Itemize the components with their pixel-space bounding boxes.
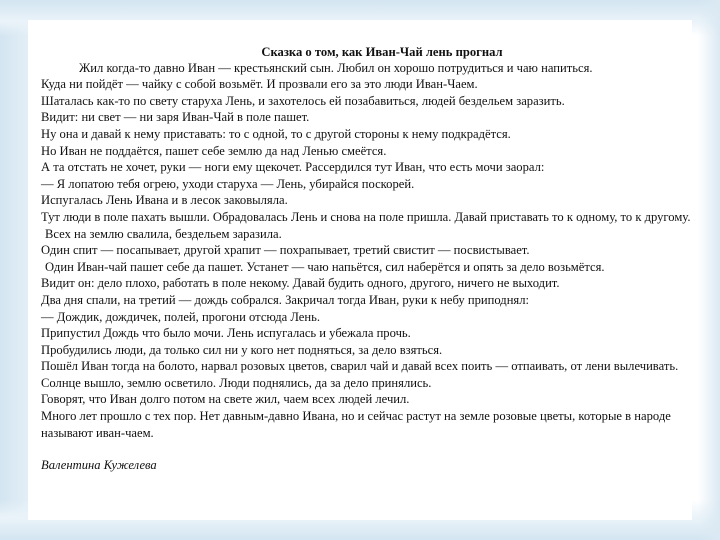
paragraph-14: Видит он: дело плохо, работать в поле некому. Давай будить одного, другого, ничего не выходит. <box>41 276 560 291</box>
paragraph-21: Говорят, что Иван долго потом на свете жил, чаем всех людей лечил. <box>41 392 410 407</box>
paragraph-13: Один Иван-чай пашет себе да пашет. Устанет — чаю напьётся, сил наберётся и опять за дело возьмётся. <box>45 259 605 274</box>
paragraph-11: Всех на землю свалила, бездельем заразила. <box>45 226 282 241</box>
paragraph-12: Один спит — посапывает, другой храпит — похрапывает, третий свистит — посвистывает. <box>41 243 530 258</box>
paragraph-22: Много лет прошло с тех пор. Нет давным-давно Ивана, но и сейчас растут на земле розовые цветы, которые в народе называют иван-чаем. <box>41 409 671 440</box>
paragraph-9: Испугалась Лень Ивана и в лесок заковыляла. <box>41 193 288 208</box>
paragraph-1: Жил когда-то давно Иван — крестьянский сын. Любил он хорошо потрудиться и чаю напиться. <box>79 60 593 75</box>
document-title: Сказка о том, как Иван-Чай лень прогнал <box>261 45 503 59</box>
paragraph-19: Пошёл Иван тогда на болото, нарвал розовых цветов, сварил чай и давай всех поить — отпаивать, от лени вылечивать. <box>41 359 679 374</box>
paragraph-20: Солнце вышло, землю осветило. Люди поднялись, да за дело принялись. <box>41 375 432 390</box>
paragraph-5: Ну она и давай к нему приставать: то с одной, то с другой стороны к нему подкрадётся. <box>41 126 511 141</box>
paragraph-16: — Дождик, дождичек, полей, прогони отсюда Лень. <box>41 309 321 324</box>
paragraph-6: Но Иван не поддаётся, пашет себе землю да над Ленью смеётся. <box>41 143 387 158</box>
fairy-tale-text <box>41 44 691 474</box>
paragraph-17: Припустил Дождь что было мочи. Лень испугалась и убежала прочь. <box>41 326 411 341</box>
paragraph-15: Два дня спали, на третий — дождь собрался. Закричал тогда Иван, руки к небу приподнял: <box>41 292 530 307</box>
paragraph-18: Пробудились люди, да только сил ни у кого нет подняться, за дело взяться. <box>41 342 443 357</box>
paragraph-10: Тут люди в поле пахать вышли. Обрадовалась Лень и снова на поле пришла. Давай приставать то к одному, то к другому. <box>41 209 691 224</box>
paragraph-4: Видит: ни свет — ни заря Иван-Чай в поле пашет. <box>41 110 310 125</box>
paragraph-2: Куда ни пойдёт — чайку с собой возьмёт. И прозвали его за это люди Иван-Чаем. <box>41 77 478 92</box>
paragraph-8: — Я лопатою тебя огрею, уходи старуха — Лень, убирайся поскорей. <box>41 176 415 191</box>
paragraph-7: А та отстать не хочет, руки — ноги ему щекочет. Рассердился тут Иван, что есть мочи заорал: <box>41 160 545 175</box>
author-signature: Валентина Кужелева <box>41 458 157 473</box>
background-gradient-right <box>698 0 720 540</box>
spacer <box>41 441 691 457</box>
paragraph-3: Шаталась как-то по свету старуха Лень, и захотелось ей позабавиться, людей бездельем заразить. <box>41 93 565 108</box>
